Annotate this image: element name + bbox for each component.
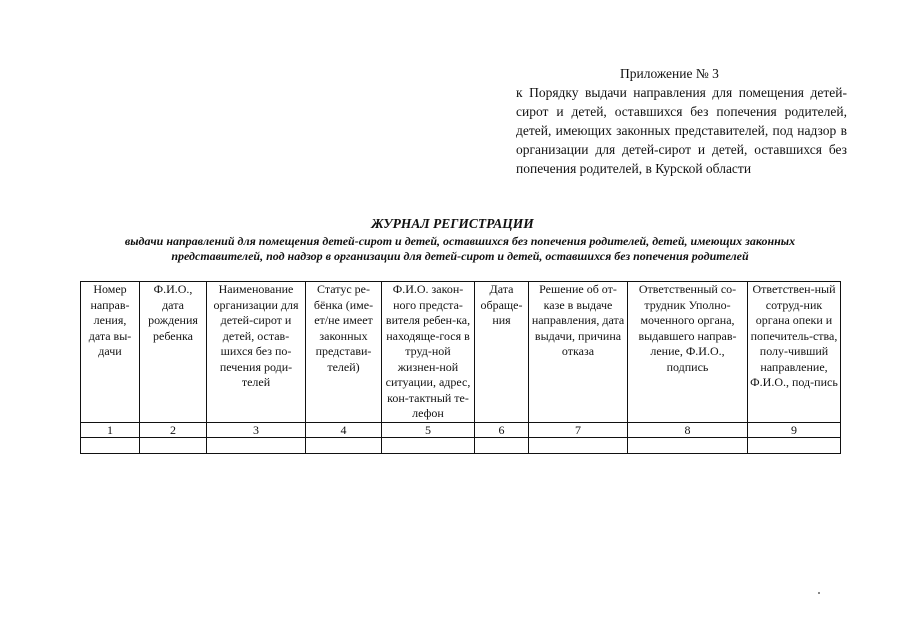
empty-cell <box>81 437 140 453</box>
column-number: 8 <box>628 422 748 437</box>
header-row <box>81 282 841 423</box>
column-number: 9 <box>748 422 841 437</box>
column-number-row <box>81 422 841 437</box>
appendix-text: к Порядку выдачи направления для помещения детей-сирот и детей, оставшихся без попечения родителей, детей, имеющих законных представителей, под надзор в организации для детей-сирот и детей, оставшихся без попечения родителей, в Курской области <box>516 85 847 176</box>
column-number: 2 <box>140 422 207 437</box>
header-cell-child-status: Статус ре-бёнка (име-ет/не имеет законных представи-телей) <box>306 282 382 423</box>
column-number: 5 <box>382 422 475 437</box>
header-cell-request-date: Дата обраще-ния <box>475 282 529 423</box>
empty-entry-row <box>81 437 841 453</box>
header-cell-organization: Наименование организации для детей-сирот и детей, остав-шихся без по-печения роди-телей <box>207 282 306 423</box>
column-number: 3 <box>207 422 306 437</box>
journal-title: ЖУРНАЛ РЕГИСТРАЦИИ <box>371 216 534 231</box>
header-cell-child-name: Ф.И.О., дата рождения ребенка <box>140 282 207 423</box>
empty-cell <box>475 437 529 453</box>
empty-cell <box>382 437 475 453</box>
header-cell-refusal-decision: Решение об от-казе в выдаче направления, дата выдачи, причина отказа <box>529 282 628 423</box>
column-number: 6 <box>475 422 529 437</box>
registration-table <box>80 281 841 454</box>
journal-subtitle: выдачи направлений для помещения детей-сирот и детей, оставшихся без попечения родителей, детей, имеющих законных представителей, под надзор в организации для детей-сирот и детей, оставшихся без попечения родителей <box>124 234 796 263</box>
column-number: 1 <box>81 422 140 437</box>
empty-cell <box>207 437 306 453</box>
empty-cell <box>140 437 207 453</box>
empty-cell <box>306 437 382 453</box>
header-cell-direction-number: Номер направ-ления, дата вы-дачи <box>81 282 140 423</box>
column-number: 4 <box>306 422 382 437</box>
empty-cell <box>628 437 748 453</box>
appendix-number: Приложение № 3 <box>620 66 719 81</box>
header-cell-guardianship-officer: Ответствен-ный сотруд-ник органа опеки и попечитель-ства, полу-чивший направление, Ф.И.О., под-пись <box>748 282 841 423</box>
empty-cell <box>529 437 628 453</box>
header-cell-legal-representative: Ф.И.О. закон-ного предста-вителя ребен-ка, находяще-гося в труд-ной жизнен-ной ситуации, адрес, кон-тактный те-лефон <box>382 282 475 423</box>
empty-cell <box>748 437 841 453</box>
appendix-block <box>516 64 847 178</box>
header-cell-authorized-officer: Ответственный со-трудник Уполно-моченного органа, выдавшего направ-ление, Ф.И.О., подпись <box>628 282 748 423</box>
column-number: 7 <box>529 422 628 437</box>
scan-speck <box>818 592 820 594</box>
